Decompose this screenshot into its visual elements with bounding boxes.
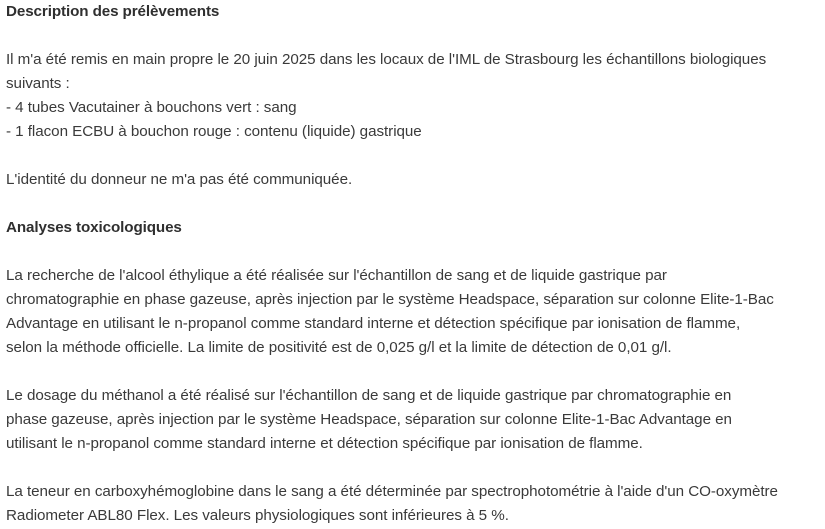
alcohol-line-2: chromatographie en phase gazeuse, après injection par le système Headspace, séparation sur colonne Elite-1-Bac (6, 291, 774, 308)
sample-receipt-line-2: suivants : (6, 75, 70, 92)
section-title-toxicology: Analyses toxicologiques (6, 219, 182, 236)
sample-item-blood-tubes: - 4 tubes Vacutainer à bouchons vert : sang (6, 99, 297, 116)
alcohol-line-1: La recherche de l'alcool éthylique a été réalisée sur l'échantillon de sang et de liquide gastrique par (6, 267, 667, 284)
methanol-line-2: phase gazeuse, après injection par le système Headspace, séparation sur colonne Elite-1-Bac Advantage en (6, 411, 732, 428)
alcohol-line-3: Advantage en utilisant le n-propanol comme standard interne et détection spécifique par ionisation de flamme, (6, 315, 741, 332)
sample-receipt-paragraph (6, 48, 818, 144)
methanol-analysis-paragraph (6, 384, 818, 456)
carboxy-line-2: Radiometer ABL80 Flex. Les valeurs physiologiques sont inférieures à 5 %. (6, 507, 509, 524)
donor-identity-note: L'identité du donneur ne m'a pas été communiquée. (6, 171, 353, 188)
alcohol-analysis-paragraph (6, 264, 818, 360)
carboxy-line-1: La teneur en carboxyhémoglobine dans le sang a été déterminée par spectrophotométrie à l'aide d'un CO-oxymètre (6, 483, 778, 500)
methanol-line-3: utilisant le n-propanol comme standard interne et détection spécifique par ionisation de flamme. (6, 435, 643, 452)
section-title-sample-description: Description des prélèvements (6, 3, 220, 20)
sample-item-gastric-flask: - 1 flacon ECBU à bouchon rouge : contenu (liquide) gastrique (6, 123, 422, 140)
carboxyhemoglobin-paragraph (6, 480, 818, 528)
alcohol-line-4: selon la méthode officielle. La limite de positivité est de 0,025 g/l et la limite de détection de 0,01 g/l. (6, 339, 672, 356)
sample-receipt-line-1: Il m'a été remis en main propre le 20 juin 2025 dans les locaux de l'IML de Strasbourg les échantillons biologiques (6, 51, 767, 68)
methanol-line-1: Le dosage du méthanol a été réalisé sur l'échantillon de sang et de liquide gastrique par chromatographie en (6, 387, 732, 404)
